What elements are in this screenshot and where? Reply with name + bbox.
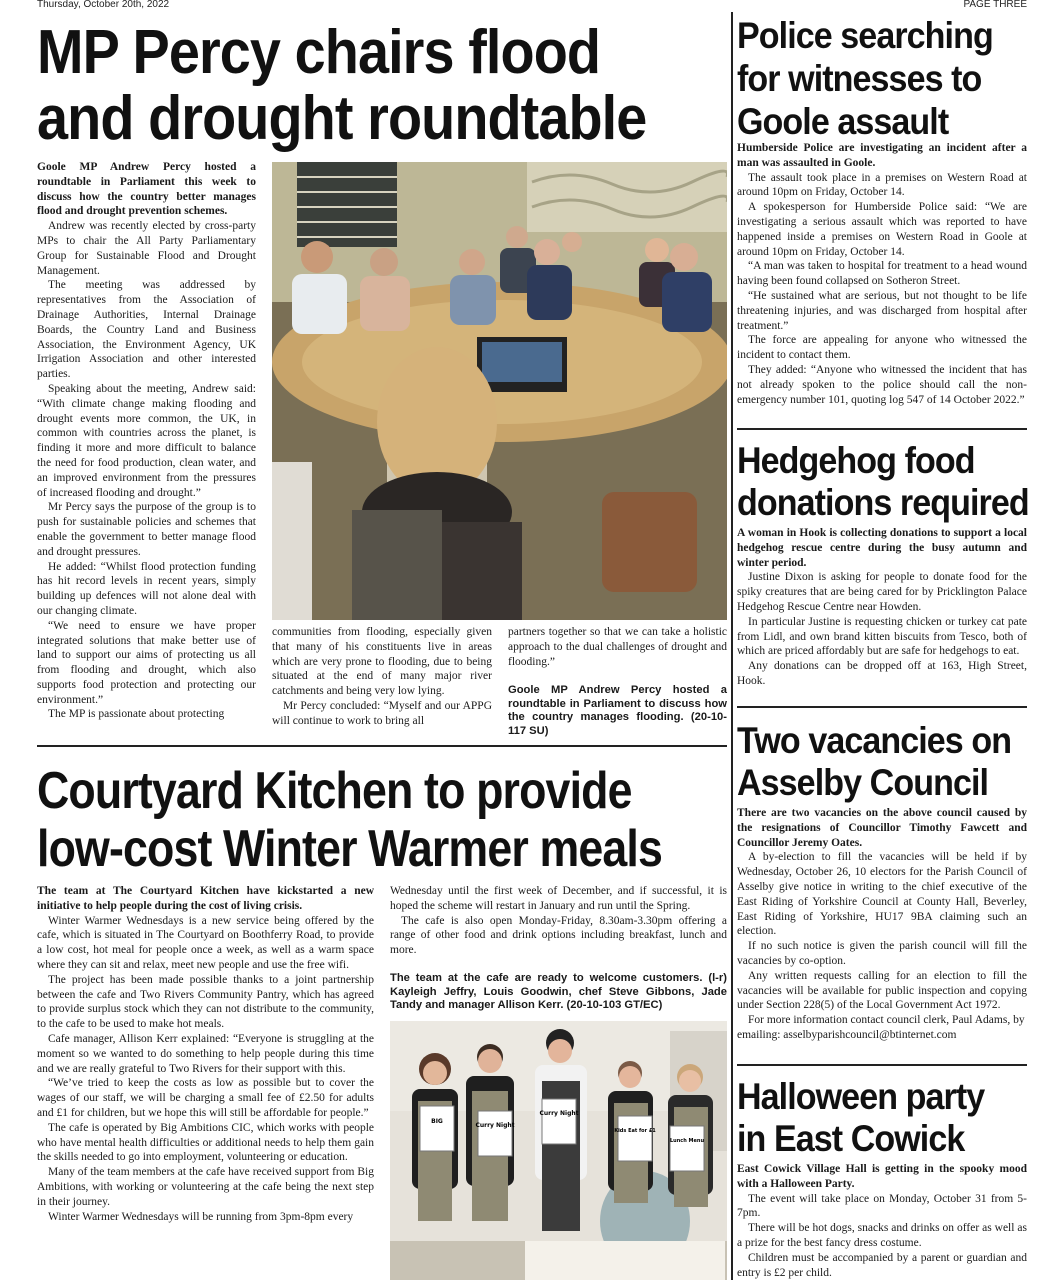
story-divider-2 <box>737 428 1027 430</box>
halloween-headline-line1: Halloween party <box>737 1076 985 1117</box>
flood-paragraph: “We need to ensure we have proper integrated solutions that make better use of land to support our aims of protecting us all from flooding and drought, which also supports food protection and protecting our environment.” <box>37 619 256 706</box>
sign-label: Lunch Menu <box>669 1138 705 1144</box>
police-paragraph: The assault took place in a premises on Western Road at around 10pm on Friday, October 14. <box>737 171 1027 199</box>
story-divider-1 <box>37 745 727 747</box>
police-story <box>737 14 1027 407</box>
flood-standfirst: Goole MP Andrew Percy hosted a roundtable in Parliament this week to discuss how the country better manages flood and drought prevention schemes. <box>37 161 256 218</box>
halloween-body <box>737 1162 1027 1280</box>
courtyard-paragraph: Wednesday until the first week of December, and if successful, it is hoped the scheme will restart in January and run until the Spring. <box>390 885 727 912</box>
sign-label: Kids Eat for £1 <box>614 1128 656 1134</box>
flood-paragraph: He added: “Whilst flood protection funding has hit record levels in recent years, simply building up defences will not alone deal with our changing climate. <box>37 560 256 617</box>
police-paragraph: “He sustained what are serious, but not thought to be life threatening injuries, and was discharged from hospital after treatment.” <box>737 289 1027 332</box>
police-body <box>737 141 1027 407</box>
courtyard-standfirst: The team at The Courtyard Kitchen have kickstarted a new initiative to help people during the cost of living crisis. <box>37 885 374 912</box>
sign-label: BIG <box>431 1118 443 1125</box>
asselby-headline-line2: Asselby Council <box>737 762 989 803</box>
story-divider-4 <box>737 1064 1027 1066</box>
cafe-team-photo <box>390 1021 727 1280</box>
courtyard-column-1 <box>37 884 374 1224</box>
asselby-paragraph: For more information contact council clerk, Paul Adams, by emailing: asselbyparishcouncil@btinternet.com <box>737 1014 1025 1041</box>
halloween-story <box>737 1076 1027 1280</box>
courtyard-paragraph: Winter Warmer Wednesdays will be running from 3pm-8pm every <box>48 1210 354 1223</box>
courtyard-headline-line2: low-cost Winter Warmer meals <box>37 820 662 878</box>
flood-paragraph: Andrew was recently elected by cross-party MPs to chair the All Party Parliamentary Group for Sustainable Flood and Drought Management. <box>37 220 256 277</box>
hedgehog-paragraph: In particular Justine is requesting chicken or turkey cat pate from Lidl, and own brand kitten biscuits from Tesco, both of which are priced affordably but are safe for hedgehogs to eat. <box>737 615 1027 658</box>
asselby-paragraph: If no such notice is given the parish council will fill the vacancies by co-option. <box>737 940 1027 967</box>
hedgehog-paragraph: Justine Dixon is asking for people to donate food for the spiky creatures that are being cared for by Pricklington Palace Hedgehog Rescue Centre near Howden. <box>737 571 1027 613</box>
hedgehog-headline-line2: donations required <box>737 482 1029 523</box>
flood-paragraph: Mr Percy concluded: “Myself and our APPG will continue to work to bring all <box>272 699 492 727</box>
asselby-body <box>737 806 1027 1043</box>
police-paragraph: They added: “Anyone who witnessed the incident that has not already spoken to the police should call the non-emergency number 101, quoting log 547 of 14 October 2022.” <box>737 363 1027 406</box>
courtyard-paragraph: Many of the team members at the cafe have received support from Big Ambitions, with working or volunteering at the cafe being the next step in their journey. <box>37 1166 374 1208</box>
issue-date: Thursday, October 20th, 2022 <box>37 0 170 10</box>
asselby-paragraph: A by-election to fill the vacancies will be held if by Wednesday, October 26, 10 electors for the Parish Council of Asselby give notice in writing to the chief executive of the East Riding of Yorkshire Council at County Hall, Beverley, East Riding of Yorkshire, HU17 9BA claiming such an election. <box>737 851 1027 938</box>
column-divider <box>731 12 733 1280</box>
sign-label: Curry Night <box>475 1122 515 1129</box>
courtyard-paragraph: The cafe is operated by Big Ambitions CIC, which works with people who have mental health difficulties or additional needs to help them gain the skills needed to go into employment, volunteering or education. <box>37 1121 374 1164</box>
asselby-standfirst: There are two vacancies on the above council caused by the resignations of Councillor Timothy Fawcett and Councillor Jeremy Oates. <box>737 807 1027 849</box>
hedgehog-body <box>737 526 1027 689</box>
hedgehog-paragraph: Any donations can be dropped off at 163, High Street, Hook. <box>737 660 1027 687</box>
police-standfirst: Humberside Police are investigating an incident after a man was assaulted in Goole. <box>737 142 1027 169</box>
cafe-team-caption: The team at the cafe are ready to welcome customers. (l-r) Kayleigh Jeffry, Louis Goodwin, chef Steve Gibbons, Jade Tandy and manager Allison Kerr. (20-10-103 GT/EC) <box>390 972 727 1011</box>
flood-headline-line2: and drought roundtable <box>37 84 647 153</box>
police-headline-line3: Goole assault <box>737 101 949 142</box>
hedgehog-standfirst: A woman in Hook is collecting donations to support a local hedgehog rescue centre during the busy autumn and winter period. <box>737 527 1027 569</box>
halloween-paragraph: Children must be accompanied by a parent or guardian and entry is £2 per child. <box>737 1251 1027 1279</box>
flood-column-2 <box>272 625 492 729</box>
sign-label: Curry Night <box>539 1110 579 1117</box>
flood-paragraph: The MP is passionate about protecting <box>48 708 225 721</box>
roundtable-caption: Goole MP Andrew Percy hosted a roundtable in Parliament to discuss how the country manages flooding. (20-10-117 SU) <box>508 684 727 737</box>
police-headline-line2: for witnesses to <box>737 58 982 99</box>
hedgehog-headline-line1: Hedgehog food <box>737 440 975 481</box>
halloween-standfirst: East Cowick Village Hall is getting in the spooky mood with a Halloween Party. <box>737 1163 1027 1190</box>
flood-paragraph: partners together so that we can take a holistic approach to the dual challenges of drought and flooding.” <box>508 626 727 668</box>
police-paragraph: A spokesperson for Humberside Police said: “We are investigating a serious assault which was reported to have happened inside a premises on Western Road in Goole at around 10pm on Friday, October 14. <box>737 201 1027 258</box>
courtyard-headline-line1: Courtyard Kitchen to provide <box>37 762 632 820</box>
courtyard-paragraph: “We’ve tried to keep the costs as low as possible but to cover the wages of our staff, we will be charging a small fee of £2.50 for adults and £1 for children, but we hope this will still be affordable for people.” <box>37 1077 374 1119</box>
courtyard-paragraph: The cafe is also open Monday-Friday, 8.30am-3.30pm offering a range of other food and drink options including breakfast, lunch and more. <box>390 914 727 957</box>
courtyard-paragraph: The project has been made possible thanks to a joint partnership between the cafe and Two Rivers Community Pantry, which has agreed to provide surplus stock which they can not distribute to the community, to the cafe to be used to make hot meals. <box>37 973 374 1031</box>
asselby-headline-line1: Two vacancies on <box>737 720 1012 761</box>
flood-paragraph: Mr Percy says the purpose of the group is to push for sustainable policies and schemes that enable the government to better manage flood and drought pressures. <box>37 501 256 558</box>
flood-column-1 <box>37 160 256 722</box>
flood-paragraph: The meeting was addressed by representatives from the Association of Drainage Authorities, Internal Drainage Boards, the Country Land and Business Association, the Environment Agency, UK Irrigation Association and other interested parties. <box>37 279 256 381</box>
police-paragraph: The force are appealing for anyone who witnessed the incident to contact them. <box>737 334 1027 362</box>
page-label: PAGE THREE <box>963 0 1027 10</box>
asselby-story <box>737 720 1027 1043</box>
courtyard-paragraph: Cafe manager, Allison Kerr explained: “Everyone is struggling at the moment so we wanted to do something to help people during this time and we are really grateful to Two Rivers for their support with this. <box>37 1032 374 1075</box>
hedgehog-story <box>737 440 1027 689</box>
halloween-headline-line2: in East Cowick <box>737 1118 965 1159</box>
flood-paragraph: Speaking about the meeting, Andrew said: “With climate change making flooding and drought events more common, the UK, in common with countries across the planet, is finding it more and more difficult to balance the need for food production, clean water, and an improved environment from the pressures of increased flooding and drought.” <box>37 382 256 499</box>
police-paragraph: “A man was taken to hospital for treatment to a head wound having been found collapsed on Sotheron Street. <box>737 260 1027 288</box>
halloween-paragraph: There will be hot dogs, snacks and drinks on offer as well as a prize for the best fancy dress costume. <box>737 1222 1027 1249</box>
roundtable-photo <box>272 162 727 620</box>
police-headline-line1: Police searching <box>737 15 993 56</box>
courtyard-column-2 <box>390 884 727 958</box>
flood-headline-line1: MP Percy chairs flood <box>37 18 601 87</box>
flood-paragraph: communities from flooding, especially given that many of his constituents live in areas which are very prone to flooding, due to being situated at the end of many major river catchments and being very low lying. <box>272 626 492 698</box>
flood-column-3 <box>508 625 727 669</box>
story-divider-3 <box>737 706 1027 708</box>
halloween-paragraph: The event will take place on Monday, October 31 from 5-7pm. <box>737 1192 1027 1220</box>
asselby-paragraph: Any written requests calling for an election to fill the vacancies will be available for public inspection and copying under Section 228(5) of the Local Government Act 1972. <box>737 969 1027 1012</box>
courtyard-paragraph: Winter Warmer Wednesdays is a new service being offered by the cafe, which is situated in The Courtyard on Boothferry Road, to provide a low cost, hot meal for people once a week, as well as a warm space where they can sit and relax, meet new people and use the free wifi. <box>37 914 374 971</box>
